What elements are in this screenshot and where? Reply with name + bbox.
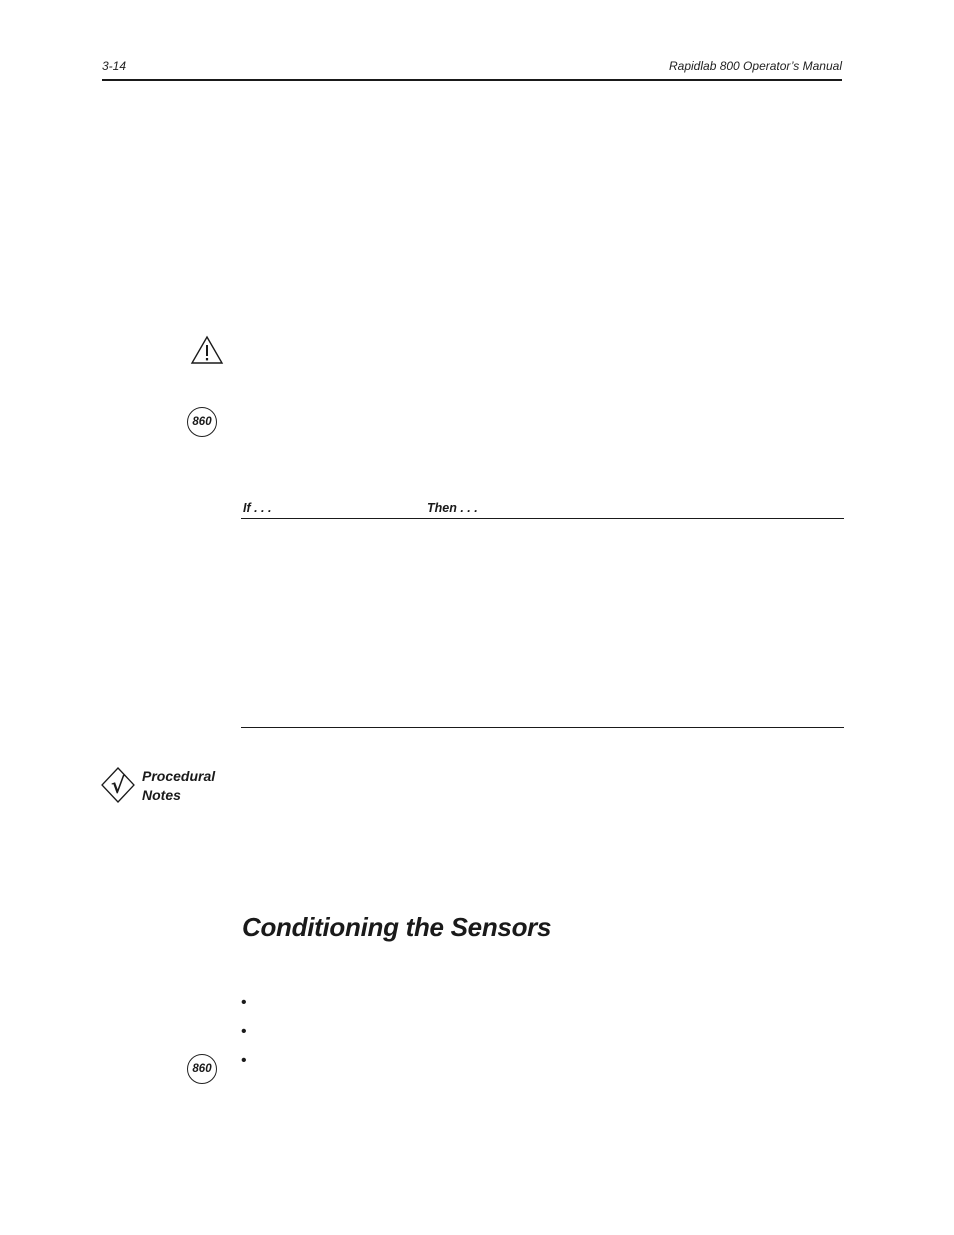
- page-number: 3-14: [102, 59, 127, 73]
- diamond-checkmark-icon: [100, 766, 136, 804]
- table-header-if: If . . .: [243, 501, 272, 515]
- table-header-rule: [241, 518, 844, 519]
- bullet-3: •: [241, 1052, 247, 1069]
- procedural-notes-line2: Notes: [142, 787, 181, 803]
- table-header-then: Then . . .: [427, 501, 478, 515]
- bullet-2: •: [241, 1023, 247, 1040]
- table-bottom-rule: [241, 727, 844, 728]
- bullet-1: •: [241, 994, 247, 1011]
- header-rule: [102, 79, 842, 81]
- procedural-notes-label: [142, 767, 215, 805]
- manual-title: Rapidlab 800 Operator’s Manual: [669, 59, 842, 73]
- procedural-notes-line1: Procedural: [142, 768, 216, 784]
- model-860-badge-icon-lower: 860: [187, 1054, 217, 1084]
- model-860-badge-icon: 860: [187, 407, 217, 437]
- section-title: Conditioning the Sensors: [242, 912, 552, 942]
- svg-text:√: √: [110, 773, 126, 799]
- warning-triangle-icon: [190, 335, 224, 365]
